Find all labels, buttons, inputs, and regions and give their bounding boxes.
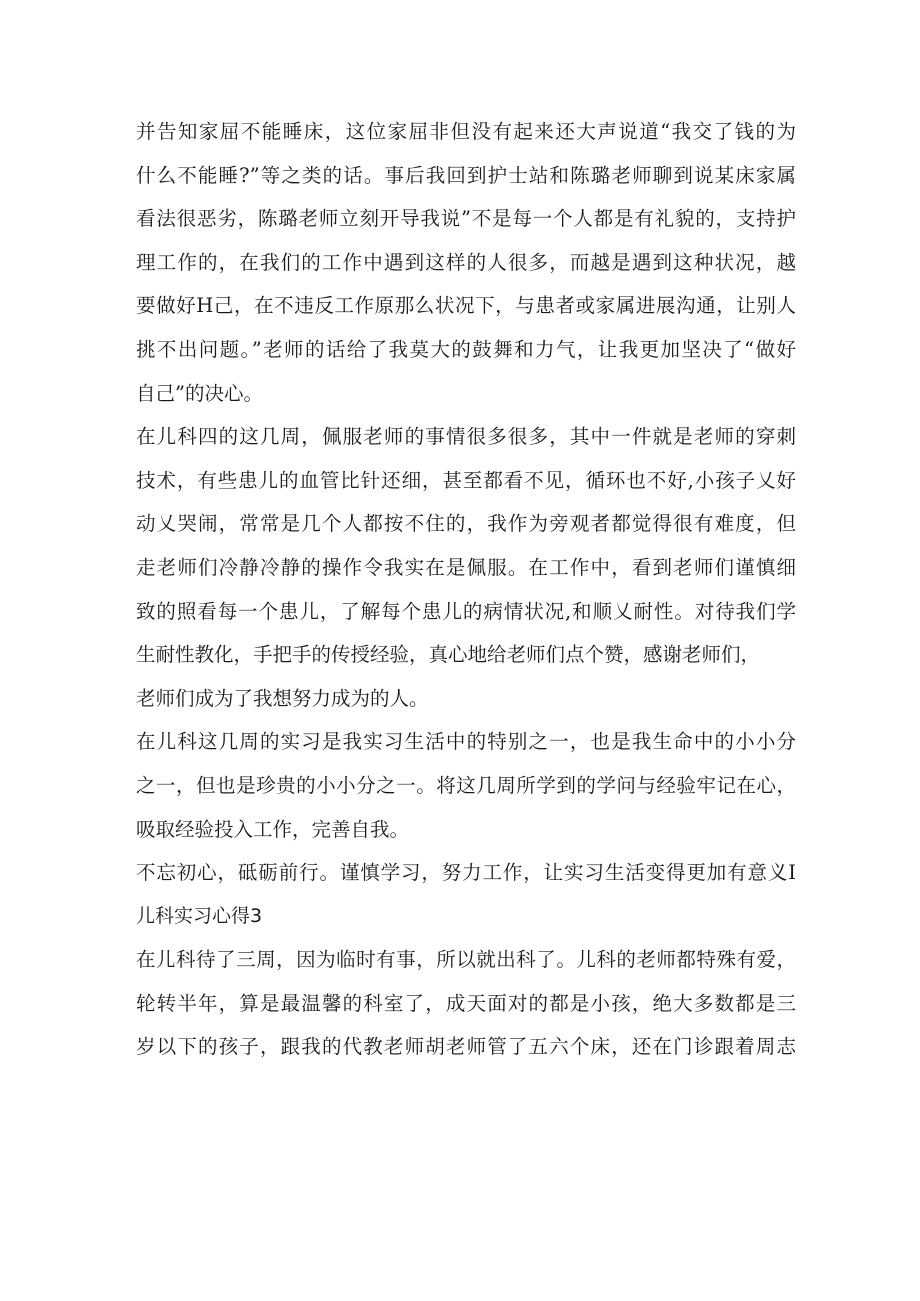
text-line: 吸取经验投入工作，完善自我。 <box>136 817 410 841</box>
text-line: 岁以下的孩子，跟我的代教老师胡老师管了五六个床，还在门诊跟着周志 <box>136 1035 796 1059</box>
text-line: 在儿科待了三周，因为临时有事，所以就出科了。儿科的老师都特殊有爱， <box>136 948 796 972</box>
text-line: 什么不能睡?”等之类的话。事后我回到护士站和陈璐老师聊到说某床家属 <box>136 163 796 187</box>
text-line: 技术，有些患儿的血管比针还细，甚至都看不见，循环也不好,小孩子乂好 <box>136 468 796 492</box>
text-line: 要做好H己，在不违反工作原那么状况下，与患者或家属进展沟通，让别人 <box>136 294 796 318</box>
text-line: 老师们成为了我想努力成为的人。 <box>136 686 429 710</box>
text-line: 并告知家屈不能睡床，这位家屈非但没有起来还大声说道“我交了钱的为 <box>136 120 796 143</box>
text-line: 看法很恶劣，陈璐老师立刻开导我说”不是每一个人都是有礼貌的，支持护 <box>136 207 796 231</box>
text-line: 轮转半年，算是最温馨的科室了，成天面对的都是小孩，绝大多数都是三 <box>136 991 796 1015</box>
text-line: 在儿科这几周的实习是我实习生活中的特别之一，也是我生命中的小小分 <box>136 730 796 754</box>
section-heading <box>136 895 796 939</box>
paragraph <box>136 415 796 720</box>
text-line: 生耐性教化，手把手的传授经验，真心地给老师们点个赞，感谢老师们， <box>136 643 761 667</box>
text-line: 不忘初心，砥砺前行。谨慎学习，努力工作，让实习生活变得更加有意义I <box>136 861 796 885</box>
paragraph <box>136 110 796 415</box>
paragraph <box>136 720 796 851</box>
paragraph <box>136 938 796 1069</box>
text-line: 走老师们冷静冷静的操作令我实在是佩服。在工作中，看到老师们谨慎细 <box>136 555 796 579</box>
text-line: 在儿科四的这几周，佩服老师的事情很多很多，其中一件就是老师的穿刺 <box>136 425 796 449</box>
text-line: 之一，但也是珍贵的小小分之一。将这几周所学到的学问与经验牢记在心， <box>136 773 796 797</box>
text-line: 理工作的，在我们的工作中遇到这样的人很多，而越是遇到这种状况，越 <box>136 250 796 274</box>
document-body <box>136 110 796 1069</box>
text-line: 自己”的决心。 <box>136 381 263 405</box>
text-line: 挑不出问题。”老师的话给了我莫大的鼓舞和力气，让我更加坚决了“做好 <box>136 337 796 361</box>
heading-text: 儿科实习心得3 <box>136 904 263 927</box>
text-line: 致的照看每一个患儿，了解每个患儿的病情状况,和顺乂耐性。对待我们学 <box>136 599 796 623</box>
paragraph <box>136 851 796 895</box>
text-line: 动乂哭闹，常常是几个人都按不住的，我作为旁观者都觉得很有难度，但 <box>136 512 796 536</box>
